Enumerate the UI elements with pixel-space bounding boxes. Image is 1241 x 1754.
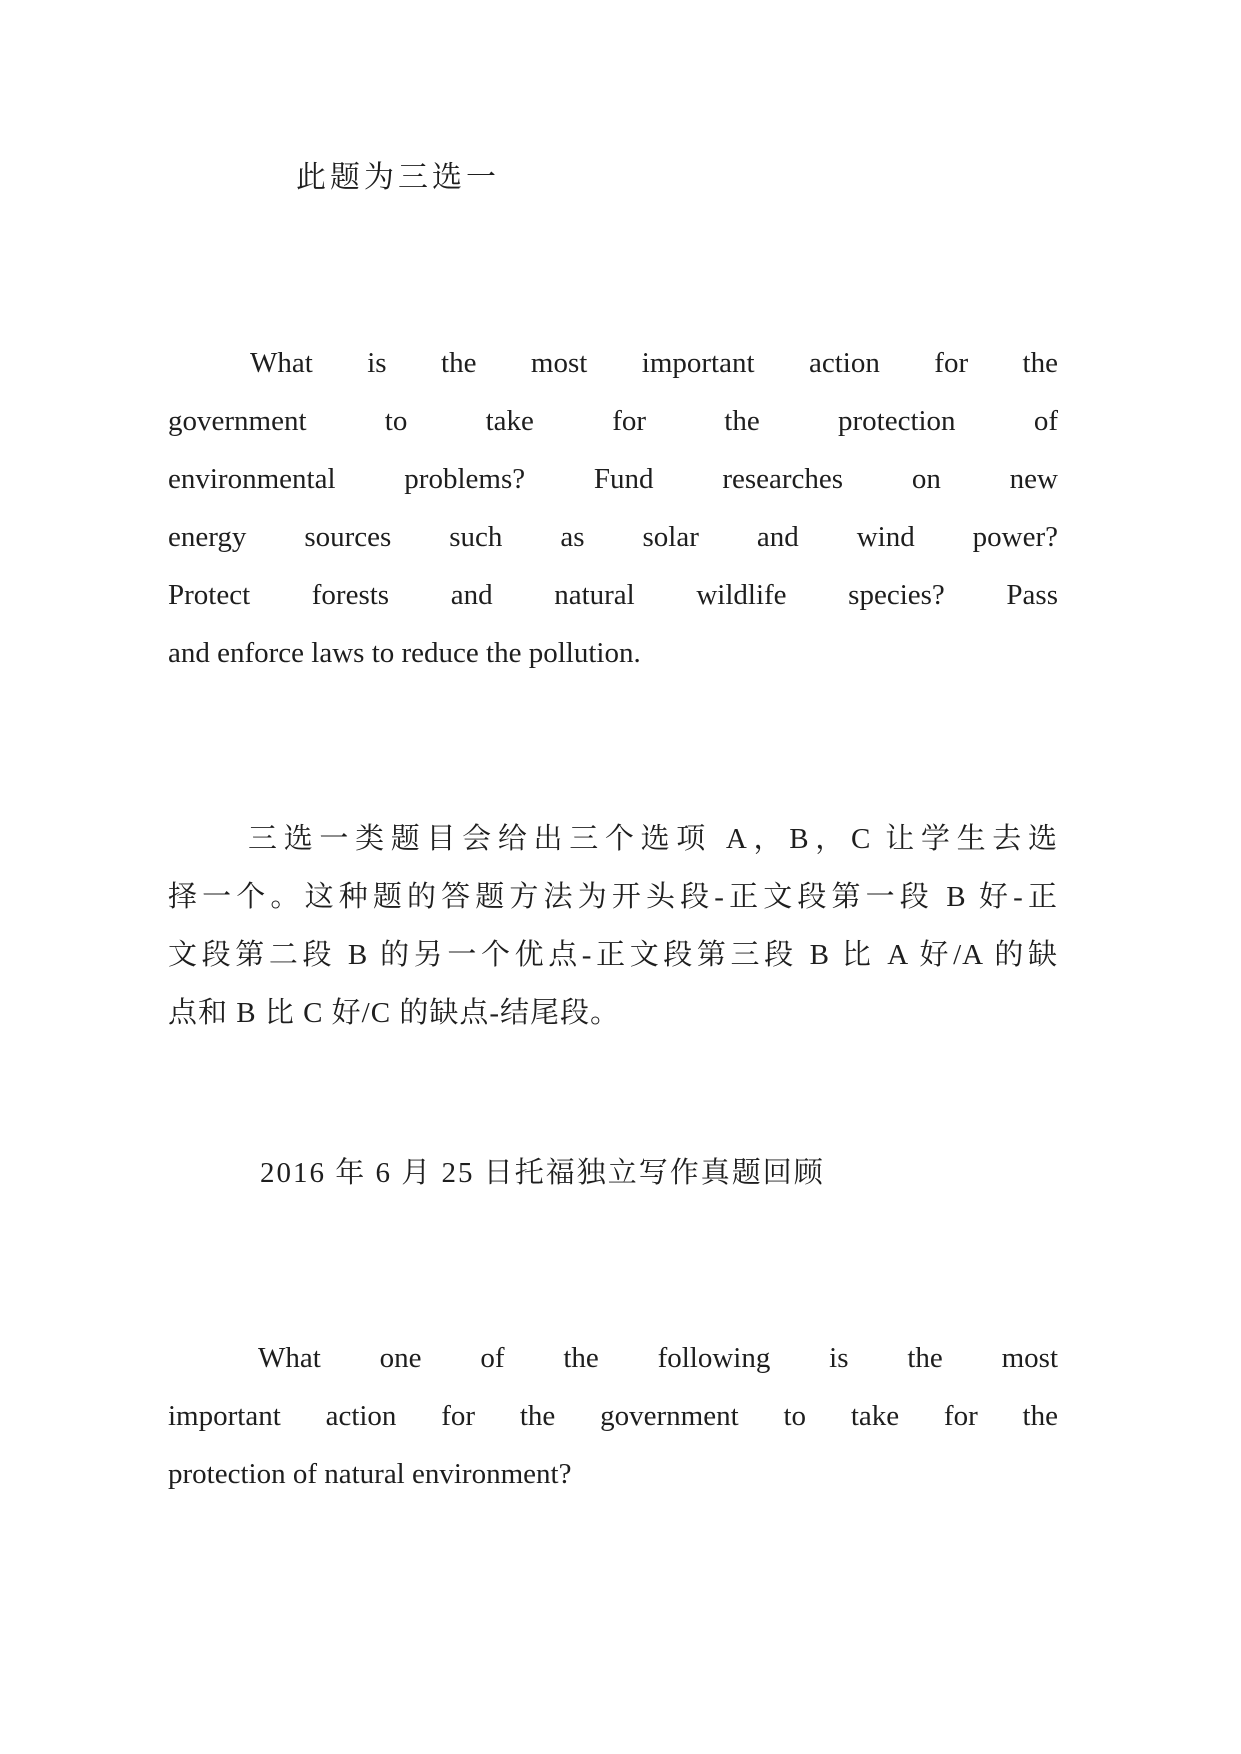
text-line: and enforce laws to reduce the pollution. (168, 637, 641, 669)
english-prompt-2016-paragraph (168, 1329, 1058, 1503)
note-heading: 此题为三选一 (296, 161, 500, 194)
method-explanation-paragraph (168, 810, 1058, 1042)
text-line: What one of the following is the most (258, 1342, 1058, 1374)
text-line: important action for the government to take for the (168, 1400, 1058, 1432)
text-line: energy sources such as solar and wind power? (168, 521, 1058, 553)
text-line: 三选一类题目会给出三个选项 A，B，C 让学生去选 (248, 823, 1058, 855)
text-line: Protect forests and natural wildlife species? Pass (168, 579, 1058, 611)
date-heading: 2016 年 6 月 25 日托福独立写作真题回顾 (260, 1157, 825, 1189)
text-line: 择一个。这种题的答题方法为开头段-正文段第一段 B 好-正 (168, 881, 1058, 913)
english-prompt-paragraph (168, 334, 1058, 682)
text-line: 文段第二段 B 的另一个优点-正文段第三段 B 比 A 好/A 的缺 (168, 939, 1058, 971)
text-line: protection of natural environment? (168, 1458, 572, 1490)
text-line: What is the most important action for the (250, 347, 1058, 379)
text-line: 点和 B 比 C 好/C 的缺点-结尾段。 (168, 997, 620, 1029)
text-line: government to take for the protection of (168, 405, 1058, 437)
text-line: environmental problems? Fund researches on new (168, 463, 1058, 495)
